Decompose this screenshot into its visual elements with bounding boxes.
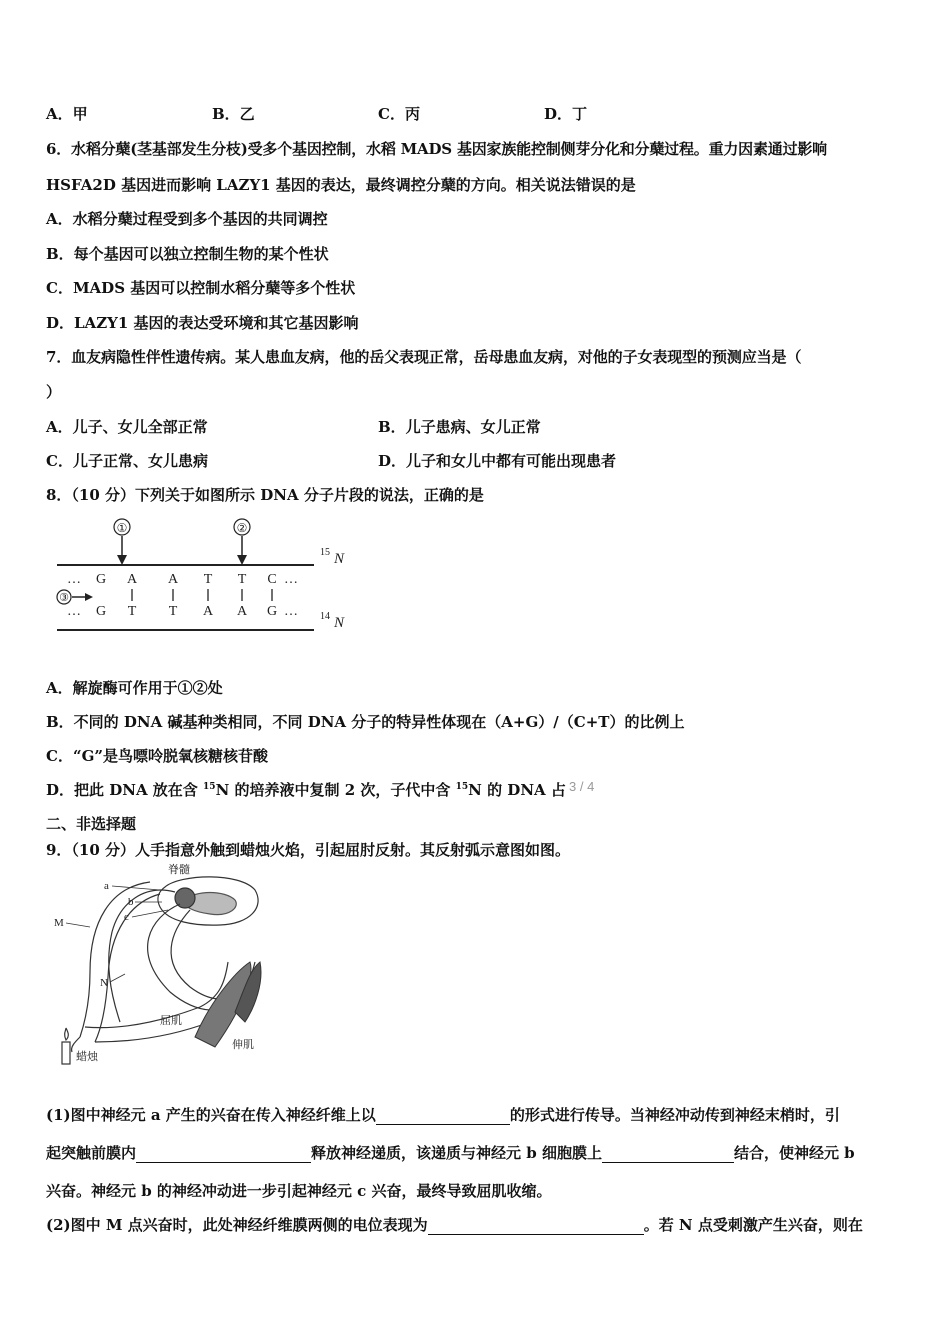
- label-candle: 蜡烛: [76, 1050, 98, 1063]
- bottom-base: G: [95, 604, 107, 619]
- label-a: a: [104, 880, 109, 892]
- marker-3: ③: [59, 592, 69, 604]
- bottom-dots-left: …: [67, 604, 81, 619]
- label-b: b: [128, 896, 134, 908]
- top-base: C: [267, 572, 277, 587]
- bottom-base: A: [202, 604, 214, 619]
- q6-option-a: A．水稻分蘖过程受到多个基因的共同调控: [46, 210, 328, 228]
- q8-option-d: D．把此 DNA 放在含 $^{15}$N 的培养液中复制 2 次，子代中含 $^{15}$N 的 DNA 占: [46, 781, 566, 799]
- q5-option-c: C．丙: [378, 105, 420, 123]
- top-dots-right: …: [284, 572, 298, 587]
- q8-stem: 8．（10 分）下列关于如图所示 DNA 分子片段的说法，正确的是: [46, 486, 484, 504]
- q6-option-b: B．每个基因可以独立控制生物的某个性状: [46, 245, 329, 263]
- q7-option-c: C．儿子正常、女儿患病: [46, 452, 208, 470]
- q6-option-d: D．LAZY1 基因的表达受环境和其它基因影响: [46, 314, 359, 332]
- top-base: A: [126, 572, 138, 587]
- label-flexor: 屈肌: [160, 1014, 182, 1027]
- q8-option-a: A．解旋酶可作用于①②处: [46, 679, 223, 697]
- top-strand-isotope: N: [334, 551, 345, 567]
- bottom-strand-isotope-sup: 14: [320, 611, 330, 622]
- q7-option-d: D．儿子和女儿中都有可能出现患者: [378, 452, 617, 470]
- q9-part1-line1: (1)图中神经元 a 产生的兴奋在传入神经纤维上以 的形式进行传导。当神经冲动传到神经末梢时，引: [46, 1106, 840, 1124]
- q6-stem-line1: 6．水稻分蘖(茎基部发生分枝)受多个基因控制，水稻 MADS 基因家族能控制侧芽分化和分蘖过程。重力因素通过影响: [46, 140, 827, 158]
- top-base: T: [203, 572, 213, 587]
- top-base: G: [95, 572, 107, 587]
- q9-part1-line3: 兴奋。神经元 b 的神经冲动进一步引起神经元 c 兴奋，最终导致屈肌收缩。: [46, 1182, 552, 1200]
- reflex-arc-diagram: [50, 862, 290, 1067]
- q9-part2-line1: (2)图中 M 点兴奋时，此处神经纤维膜两侧的电位表现为 。若 N 点受刺激产生兴奋，则在: [46, 1216, 863, 1234]
- page-number: 3 / 4: [569, 779, 595, 794]
- q7-stem-line1: 7．血友病隐性伴性遗传病。某人患血友病，他的岳父表现正常，岳母患血友病，对他的子女表现型的预测应当是（: [46, 348, 802, 366]
- q6-option-c: C．MADS 基因可以控制水稻分蘖等多个性状: [46, 279, 356, 297]
- top-dots-left: …: [67, 572, 81, 587]
- q8-option-c: C．“G”是鸟嘌呤脱氧核糖核苷酸: [46, 747, 269, 765]
- q5-option-d: D．丁: [544, 105, 588, 123]
- q6-stem-line2: HSFA2D 基因进而影响 LAZY1 基因的表达，最终调控分蘖的方向。相关说法错误的是: [46, 176, 636, 194]
- bottom-base: A: [236, 604, 248, 619]
- label-c: c: [124, 911, 129, 923]
- dna-fragment-diagram: [52, 515, 362, 635]
- q8-option-b: B．不同的 DNA 碱基种类相同，不同 DNA 分子的特异性体现在（A+G）/（C+T）的比例上: [46, 713, 685, 731]
- answer-blank-3[interactable]: [602, 1146, 734, 1163]
- q5-option-b: B．乙: [212, 105, 255, 123]
- answer-blank-2[interactable]: [136, 1146, 311, 1163]
- top-strand-isotope-sup: 15: [320, 547, 330, 558]
- marker-1: ①: [116, 521, 128, 535]
- label-extensor: 伸肌: [232, 1038, 254, 1051]
- bottom-dots-right: …: [284, 604, 298, 619]
- answer-blank-4[interactable]: [428, 1218, 644, 1235]
- bottom-base: T: [168, 604, 178, 619]
- marker-2: ②: [236, 521, 248, 535]
- bottom-base: G: [266, 604, 278, 619]
- top-base: A: [167, 572, 179, 587]
- bottom-strand-isotope: N: [334, 615, 345, 631]
- q7-stem-line2: ）: [46, 383, 62, 401]
- section-heading: 二、非选择题: [46, 815, 137, 833]
- q7-option-a: A．儿子、女儿全部正常: [46, 418, 208, 436]
- answer-blank-1[interactable]: [376, 1108, 510, 1125]
- q9-stem: 9．（10 分）人手指意外触到蜡烛火焰，引起屈肘反射。其反射弧示意图如图。: [46, 841, 571, 859]
- q5-option-a: A．甲: [46, 105, 88, 123]
- q9-part1-line2: 起突触前膜内 释放神经递质，该递质与神经元 b 细胞膜上 结合，使神经元 b: [46, 1144, 855, 1162]
- label-m: M: [54, 917, 64, 929]
- label-n: N: [100, 977, 108, 989]
- top-base: T: [237, 572, 247, 587]
- label-spinal-cord: 脊髓: [168, 863, 190, 876]
- q7-option-b: B．儿子患病、女儿正常: [378, 418, 541, 436]
- bottom-base: T: [127, 604, 137, 619]
